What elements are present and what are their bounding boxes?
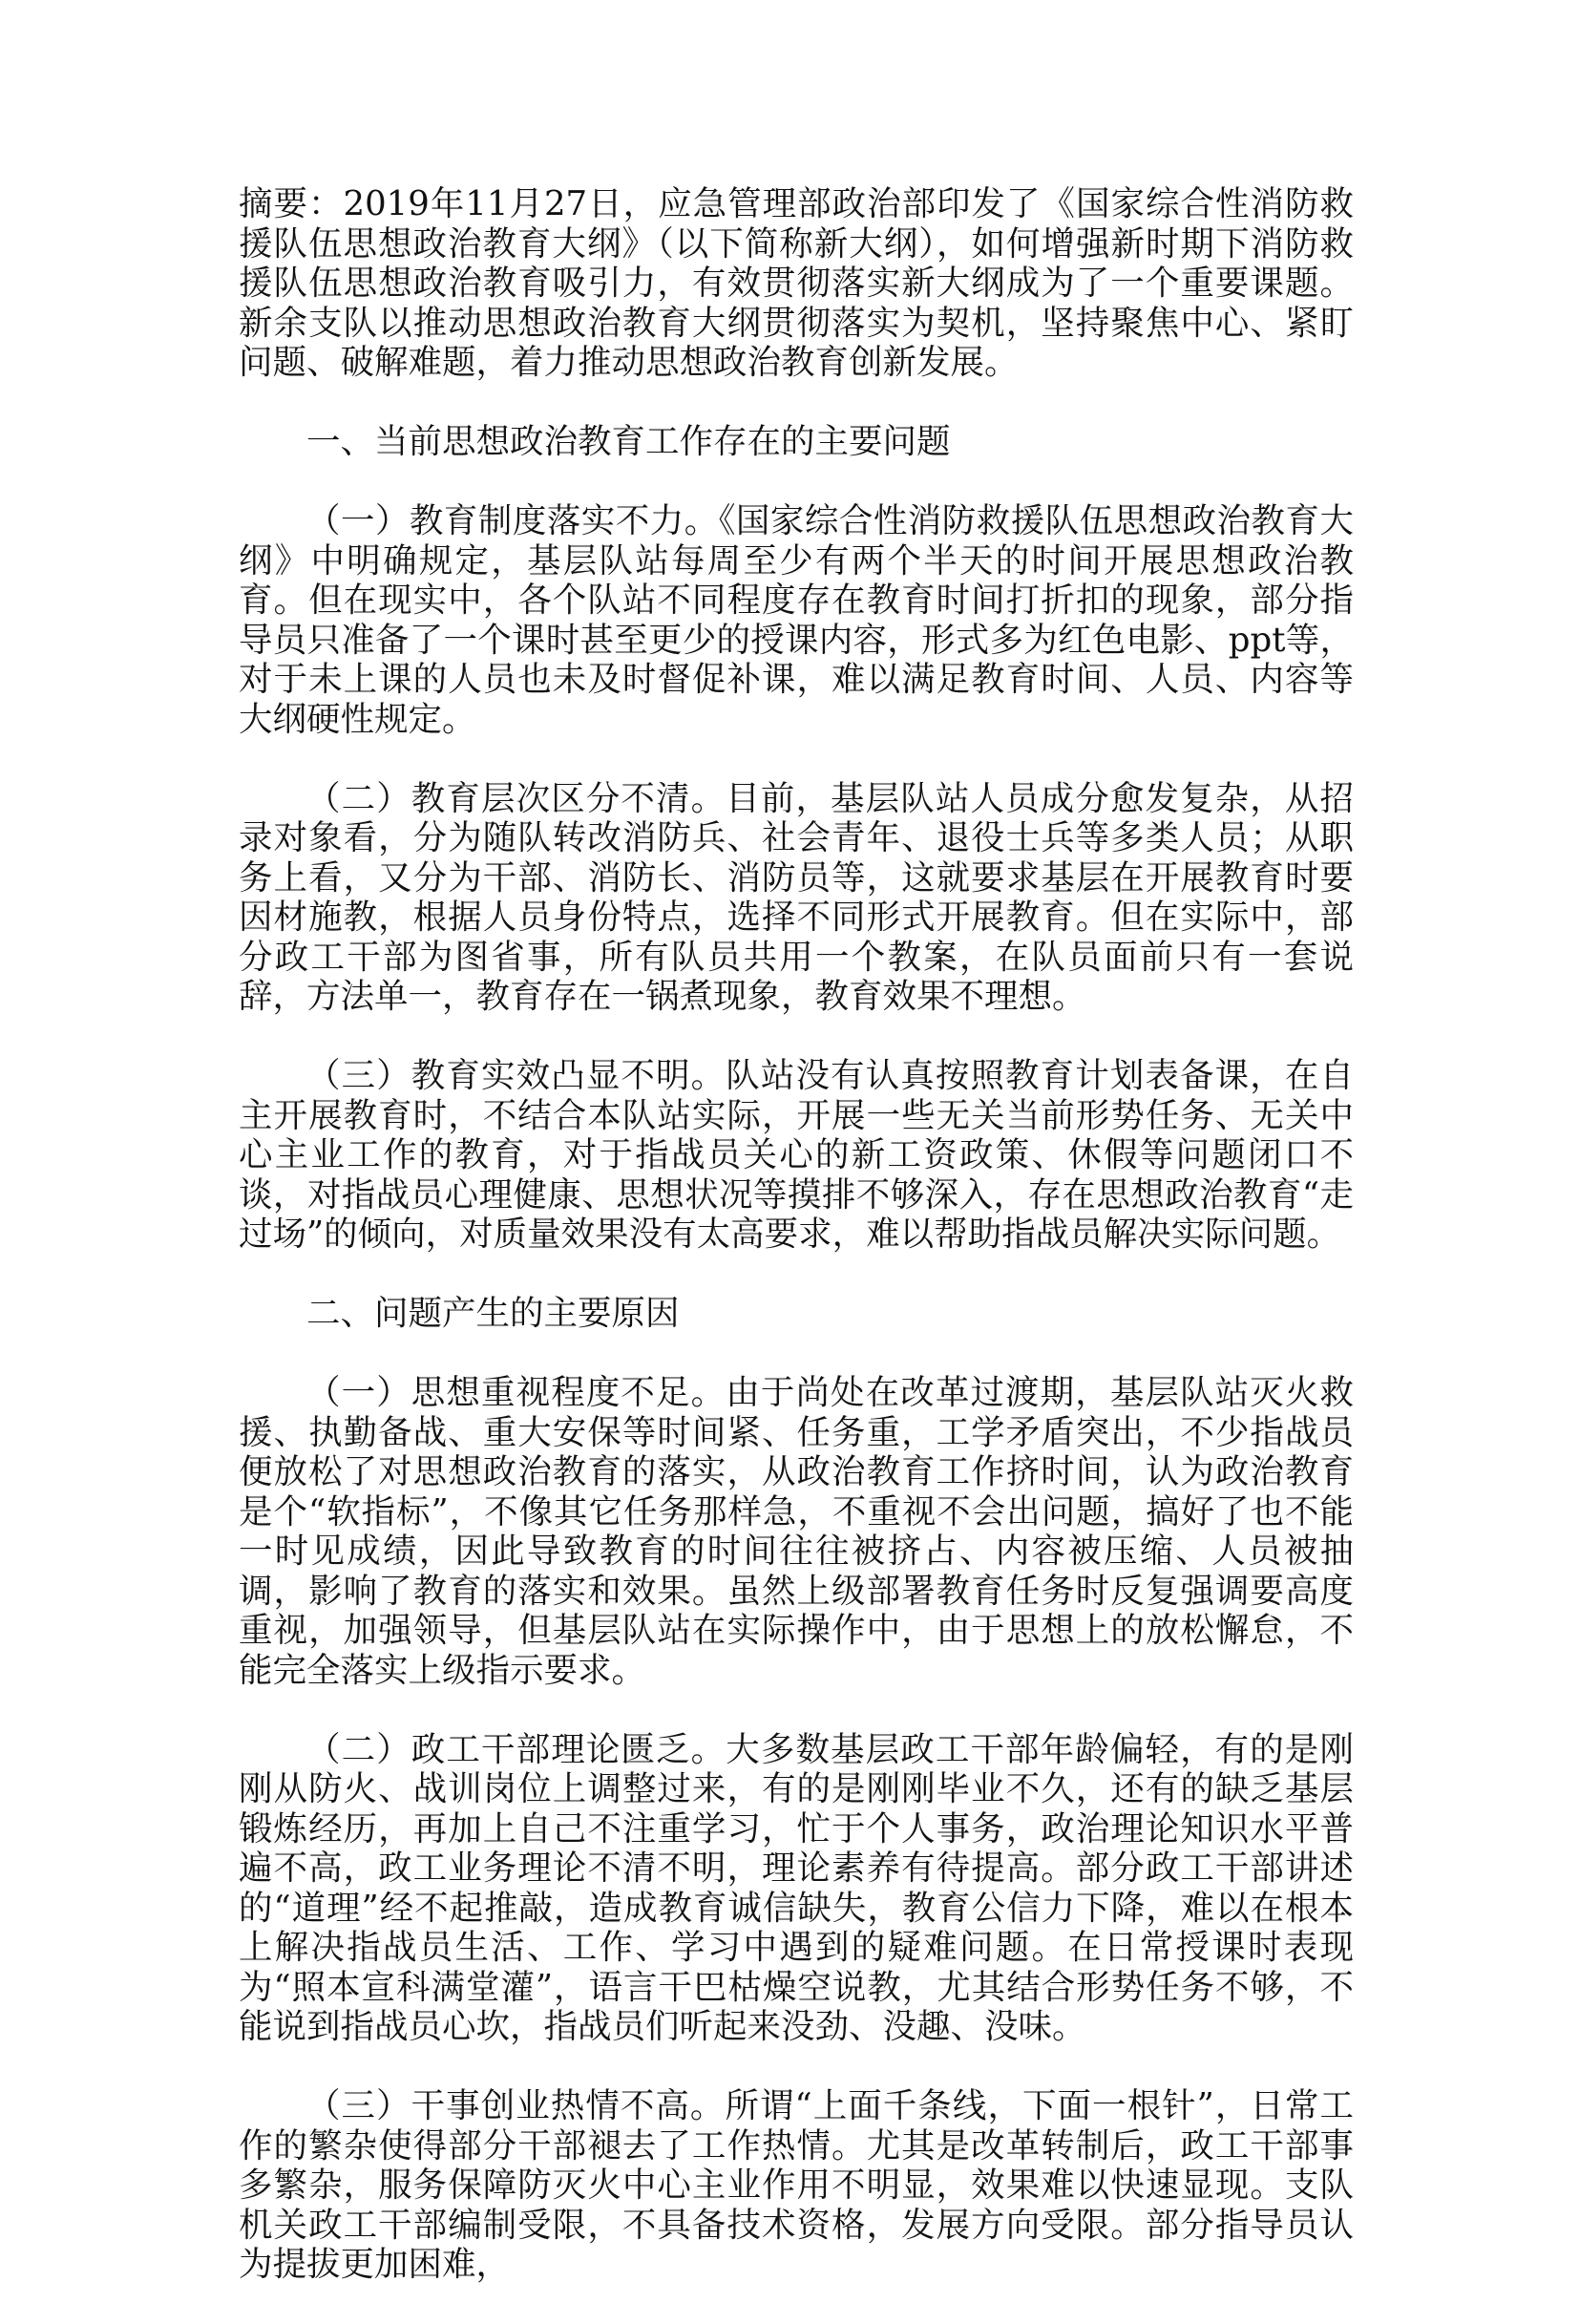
abstract-paragraph: 摘要：2019年11月27日，应急管理部政治部印发了《国家综合性消防救援队伍思想政治教育大纲》（以下简称新大纲），如何增强新时期下消防救援队伍思想政治教育吸引力，有效贯彻落实新大纲成为了一个重要课题。新余支队以推动思想政治教育大纲贯彻落实为契机，坚持聚焦中心、紧盯问题、破解难题，着力推动思想政治教育创新发展。 <box>239 184 1354 382</box>
section1-paragraph-3: （三）教育实效凸显不明。队站没有认真按照教育计划表备课，在自主开展教育时，不结合本队站实际，开展一些无关当前形势任务、无关中心主业工作的教育，对于指战员关心的新工资政策、休假等问题闭口不谈，对指战员心理健康、思想状况等摸排不够深入，存在思想政治教育“走过场”的倾向，对质量效果没有太高要求，难以帮助指战员解决实际问题。 <box>239 1056 1354 1254</box>
section2-paragraph-2: （二）政工干部理论匮乏。大多数基层政工干部年龄偏轻，有的是刚刚从防火、战训岗位上调整过来，有的是刚刚毕业不久，还有的缺乏基层锻炼经历，再加上自己不注重学习，忙于个人事务，政治理论知识水平普遍不高，政工业务理论不清不明，理论素养有待提高。部分政工干部讲述的“道理”经不起推敲，造成教育诚信缺失，教育公信力下降，难以在根本上解决指战员生活、工作、学习中遇到的疑难问题。在日常授课时表现为“照本宣科满堂灌”，语言干巴枯燥空说教，尤其结合形势任务不够，不能说到指战员心坎，指战员们听起来没劲、没趣、没味。 <box>239 1729 1354 2046</box>
section2-paragraph-3: （三）干事创业热情不高。所谓“上面千条线，下面一根针”，日常工作的繁杂使得部分干部褪去了工作热情。尤其是改革转制后，政工干部事多繁杂，服务保障防灭火中心主业作用不明显，效果难以快速显现。支队机关政工干部编制受限，不具备技术资格，发展方向受限。部分指导员认为提拔更加困难， <box>239 2086 1354 2284</box>
section-heading-1: 一、当前思想政治教育工作存在的主要问题 <box>306 422 951 461</box>
section-heading-2: 二、问题产生的主要原因 <box>306 1294 680 1333</box>
document-body <box>239 184 1354 2324</box>
section1-paragraph-1: （一）教育制度落实不力。《国家综合性消防救援队伍思想政治教育大纲》中明确规定，基层队站每周至少有两个半天的时间开展思想政治教育。但在现实中，各个队站不同程度存在教育时间打折扣的现象，部分指导员只准备了一个课时甚至更少的授课内容，形式多为红色电影、ppt等，对于未上课的人员也未及时督促补课，难以满足教育时间、人员、内容等大纲硬性规定。 <box>239 501 1354 739</box>
section1-paragraph-2: （二）教育层次区分不清。目前，基层队站人员成分愈发复杂，从招录对象看，分为随队转改消防兵、社会青年、退役士兵等多类人员；从职务上看，又分为干部、消防长、消防员等，这就要求基层在开展教育时要因材施教，根据人员身份特点，选择不同形式开展教育。但在实际中，部分政工干部为图省事，所有队员共用一个教案，在队员面前只有一套说辞，方法单一，教育存在一锅煮现象，教育效果不理想。 <box>239 778 1354 1016</box>
section2-paragraph-1: （一）思想重视程度不足。由于尚处在改革过渡期，基层队站灭火救援、执勤备战、重大安保等时间紧、任务重，工学矛盾突出，不少指战员便放松了对思想政治教育的落实，从政治教育工作挤时间，认为政治教育是个“软指标”，不像其它任务那样急，不重视不会出问题，搞好了也不能一时见成绩，因此导致教育的时间往往被挤占、内容被压缩、人员被抽调，影响了教育的落实和效果。虽然上级部署教育任务时反复强调要高度重视，加强领导，但基层队站在实际操作中，由于思想上的放松懈怠，不能完全落实上级指示要求。 <box>239 1373 1354 1690</box>
